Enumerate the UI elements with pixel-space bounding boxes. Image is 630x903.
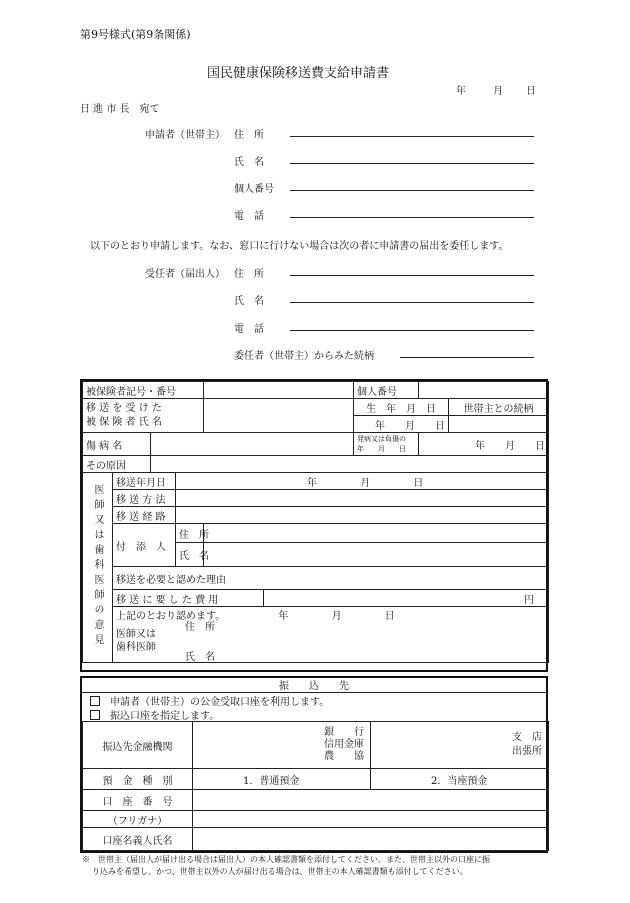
bank-type-2: 信用金庫	[324, 739, 364, 750]
checkbox-icon[interactable]	[90, 710, 100, 720]
checkbox-icon[interactable]	[90, 696, 100, 706]
proxy-name-label: 氏 名	[234, 296, 264, 307]
date-day-label: 日	[526, 86, 536, 97]
account-number-field[interactable]	[193, 790, 549, 811]
transfer-route-label: 移 送 経 路	[113, 507, 176, 524]
proxy-relation-label: 委任者（世帯主）からみた続柄	[234, 351, 374, 362]
proxy-role: 受任者（届出人）	[145, 269, 225, 280]
doctor-address-label: 住 所	[185, 622, 215, 633]
transfer-method-field[interactable]	[176, 490, 549, 507]
transported-name-label	[83, 399, 204, 433]
doctor-signature-area[interactable]	[113, 622, 549, 663]
proxy-address-field[interactable]	[290, 275, 534, 276]
onset-label-1: 発病又は負傷の	[357, 435, 407, 443]
transported-name-label-2: 被 保 険 者 氏 名	[86, 416, 162, 428]
onset-label	[354, 433, 419, 456]
applicant-name-label: 氏 名	[234, 157, 264, 168]
transfer-date-day: 日	[413, 477, 424, 489]
proxy-relation-field[interactable]	[400, 357, 534, 358]
bank-type-1: 銀 行	[324, 727, 364, 738]
transfer-header: 振 込 先	[82, 677, 546, 693]
date-year-label: 年	[456, 86, 466, 97]
footnote-line-1: ※ 世帯主（届出人が届け出る場合は届出人）の本人確認書類を添付してください。また、世帯主以外の口座に振	[82, 855, 490, 864]
insured-number-field[interactable]	[204, 382, 354, 399]
proxy-name-field[interactable]	[290, 302, 534, 303]
account-holder-field[interactable]	[193, 828, 549, 851]
applicant-phone-label: 電 話	[234, 211, 264, 222]
option-specify-account-label: 振込口座を指定します。	[110, 711, 220, 722]
proxy-phone-label: 電 話	[234, 324, 264, 335]
certify-day: 日	[384, 611, 395, 622]
account-number-label: 口 座 番 号	[83, 790, 193, 811]
birth-label: 生 年 月 日	[354, 399, 449, 416]
disease-label: 傷 病 名	[83, 433, 151, 456]
footnote-line-2: り込みを希望し、かつ、世帯主以外の人が届け出る場合は、世帯主の本人確認書類も添付してください。	[92, 867, 468, 876]
applicant-name-field[interactable]	[290, 163, 534, 164]
bank-label: 振込先金融機関	[83, 722, 193, 769]
deposit-current[interactable]: 2．当座預金	[371, 769, 549, 790]
doctor-opinion-label	[83, 473, 113, 663]
addressee: 日 進 市 長 宛て	[80, 104, 160, 115]
attendant-name-field[interactable]	[204, 543, 549, 567]
insured-number-label: 被保険者記号・番号	[83, 382, 204, 399]
option-public-account-label: 申請者（世帯主）の公金受取口座を利用します。	[110, 697, 330, 708]
transfer-method-label: 移 送 方 法	[113, 490, 176, 507]
transported-name-field[interactable]	[204, 399, 354, 433]
onset-label-2: 年 月 日	[357, 445, 407, 453]
transfer-route-field[interactable]	[176, 507, 549, 524]
attendant-label: 付 添 人	[113, 524, 176, 567]
cost-label: 移 送 に 要 し た 費 用	[113, 590, 264, 607]
option-public-account[interactable]	[90, 693, 329, 708]
bank-table	[82, 721, 549, 851]
cost-field[interactable]: 円	[264, 590, 549, 607]
transfer-date-label: 移送年月日	[113, 473, 176, 490]
applicant-mynumber-field[interactable]	[290, 190, 534, 191]
furigana-field[interactable]	[193, 811, 549, 828]
certify-month: 月	[331, 611, 342, 622]
transfer-date-year: 年	[307, 477, 317, 489]
bank-type-3: 農 協	[324, 751, 364, 762]
cause-field[interactable]	[151, 456, 549, 473]
doctor-label-2: 歯科医師	[116, 642, 156, 653]
cause-label: その原因	[83, 456, 151, 473]
certify-row	[113, 607, 549, 623]
relation-field[interactable]	[449, 416, 549, 433]
application-table	[82, 381, 549, 663]
delegation-text: 以下のとおり申請します。なお、窓口に行けない場合は次の者に申請書の届出を委任します。	[90, 241, 509, 252]
personal-number-label: 個人番号	[354, 382, 419, 399]
form-number: 第9号様式(第9条関係)	[80, 28, 191, 41]
applicant-mynumber-label: 個人番号	[234, 184, 274, 195]
option-specify-account[interactable]	[90, 707, 219, 722]
applicant-role: 申請者（世帯主）	[145, 130, 225, 141]
furigana-label: （フリガナ）	[83, 811, 193, 828]
certify-year: 年	[278, 611, 289, 622]
deposit-type-label: 預 金 種 別	[83, 769, 193, 790]
transfer-date-field[interactable]	[176, 473, 549, 490]
doctor-label	[116, 628, 156, 654]
birth-date-field[interactable]: 年 月 日	[354, 416, 449, 433]
transported-name-label-1: 移 送 を 受 け た	[86, 402, 162, 414]
proxy-address-label: 住 所	[234, 269, 264, 280]
onset-date-field[interactable]: 年 月 日	[419, 433, 549, 456]
doctor-name-label: 氏 名	[185, 652, 215, 663]
applicant-address-field[interactable]	[290, 136, 534, 137]
branch-field[interactable]	[371, 722, 549, 769]
applicant-address-label: 住 所	[234, 130, 264, 141]
disease-field[interactable]	[151, 433, 354, 456]
relation-label: 世帯主との続柄	[449, 399, 549, 416]
branch-type-2: 出張所	[512, 746, 542, 757]
transfer-date-month: 月	[360, 477, 371, 489]
account-holder-label: 口座名義人氏名	[83, 828, 193, 851]
proxy-phone-field[interactable]	[290, 330, 534, 331]
doctor-label-1: 医師又は	[116, 629, 156, 640]
date-month-label: 月	[493, 86, 503, 97]
personal-number-field[interactable]	[419, 382, 549, 399]
branch-type-1: 支 店	[512, 732, 542, 743]
reason-label: 移送を必要と認めた理由	[113, 567, 549, 590]
doctor-opinion-text: 医師又は歯科医師の意見	[92, 483, 103, 649]
applicant-phone-field[interactable]	[290, 217, 534, 218]
attendant-name-label: 氏 名	[176, 543, 204, 567]
certify-text: 上記のとおり認めます。	[116, 611, 226, 622]
attendant-address-label: 住 所	[176, 524, 204, 543]
page-title: 国民健康保険移送費支給申請書	[207, 66, 390, 81]
bank-field[interactable]	[193, 722, 371, 769]
attendant-address-field[interactable]	[204, 524, 549, 543]
deposit-ordinary[interactable]: 1．普通預金	[193, 769, 371, 790]
